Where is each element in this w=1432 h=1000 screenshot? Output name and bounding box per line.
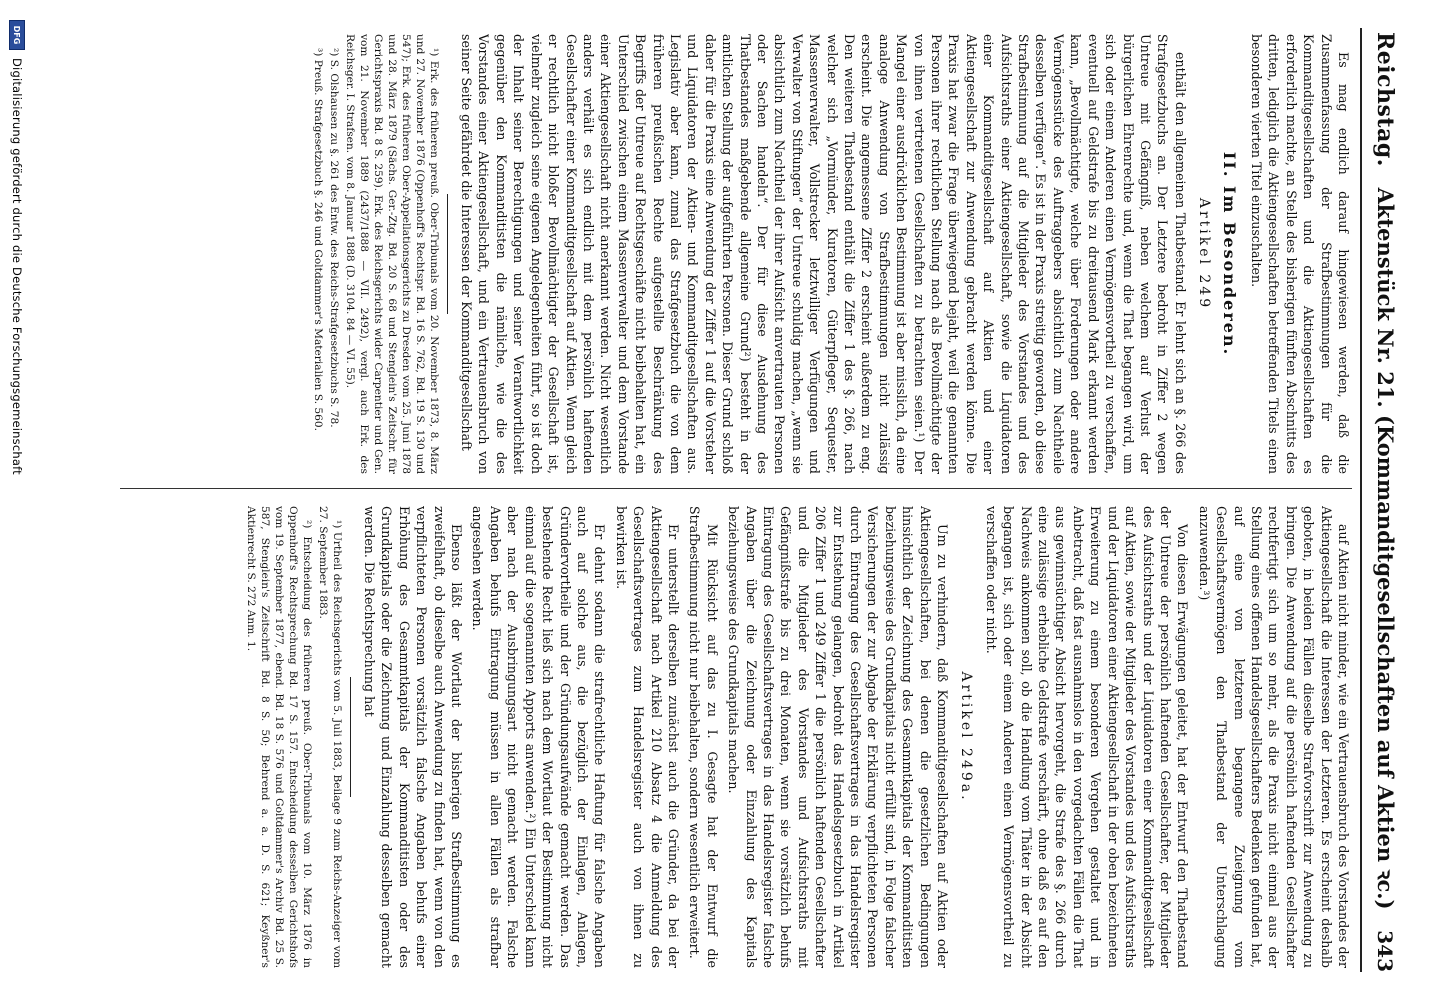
footnote: ³) Preuß. Strafgesetzbuch §. 246 und Goltdammer's Materialien S. 560. (311, 48, 324, 432)
intro-paragraph: Es mag endlich darauf hingewiesen werden, daß die Zusammenfassung der Strafbestimmungen für die Kommanditgesellschaften und die Aktiengesellschaften es erforderlich machte, an Stelle des bisherigen fünften Abschnitts des dritten, lediglich die Aktiengesellschaften betreffenden Titels einen besonderen vierten Titel einzuschalten. (1248, 34, 1351, 474)
body-paragraph: Um zu verhindern, daß Kommanditgesellschaften auf Aktien oder Aktiengesellschaften, bei denen die gesetzlichen Bedingungen hinsichtlich der Zeichnung des Gesammtkapitals der Kommanditisten beziehungsweise des Grundkapitals nicht erfüllt sind, in Folge falscher Versicherungen der zur Abgabe der Erklärung verpflichteten Personen durch Eintragung des Gesellschaftsvertrages in das Handelsregister zur Entstehung gelangen, bedroht das Handelsgesetzbuch in Artikel 206 Ziffer 1 und 249 Ziffer 1 die persönlich haftenden Gesellschafter und die Mitglieder des Vorstandes und Aufsichtsraths mit Gefängnißstrafe bis zu drei Monaten, wenn sie vorsätzlich behufs Eintragung des Gesellschaftsvertrages in das Handelsregister falsche Angaben über die Zeichnung oder Einzahlung des Kapitals beziehungsweise des Grundkapitals machen. (726, 506, 951, 968)
article-heading: Artikel 249a. (958, 671, 975, 803)
footnote-rule (447, 194, 448, 314)
right-column (120, 506, 1352, 968)
left-column (120, 34, 1352, 474)
digitization-watermark (4, 10, 30, 990)
body-paragraph: enthält den allgemeinen Thatbestand. Er lehnt sich an §. 266 des Strafgesetzbuchs an. Der Letztere bedroht in Ziffer 2 wegen Untreue mit Gefängniß, neben welchem auf Verlust der bürgerlichen Ehrenrechte und, wenn die That begangen wird, um sich oder einem Anderen einen Vermögensvortheil zu verschaffen, eventuell auf Geldstrafe bis zu dreitausend Mark erkannt werden kann, „Bevollmächtigte, welche über Forderungen oder andere Vermögensstücke des Auftraggebers absichtlich zum Nachtheile desselben verfügen“. Es ist in der Praxis streitig geworden, ob diese Strafbestimmung auf die Mitglieder des Vorstandes und des Aufsichtsraths einer Aktiengesellschaft, sowie die Liquidatoren einer Kommanditgesellschaft auf Aktien und einer Aktiengesellschaft zur Anwendung gebracht werden könne. Die Praxis hat zwar die Frage überwiegend bejaht, weil die genannten Personen ihrer rechtlichen Stellung nach als Bevollmächtigte der von ihnen vertretenen Gesellschaften zu betrachten seien.¹) Der Mangel einer ausdrücklichen Bestimmung ist aber misslich, da eine analoge Anwendung von Strafbestimmungen nicht zulässig erscheint. Die angemessene Ziffer 2 erscheint außerdem zu eng. Den weiteren Thatbestand enthält die Ziffer 1 des §. 266, nach welcher sich „Vormünder, Kuratoren, Güterpfleger, Sequester, Massenverwalter, Vollstrecker letztwilliger Verfügungen und Verwalter von Stiftungen“ der Untreue schuldig machen, „wenn sie absichtlich zum Nachtheil der ihrer Aufsicht anvertrauten Personen oder Sachen handeln“. Der für diese Ausdehnung des Thatbestandes maßgebende allgemeine Grund²) besteht in der amtlichen Stellung der aufgeführten Personen. Dieser Grund schloß daher für die Praxis eine Anwendung der Ziffer 1 auf die Vorsteher und Liquidatoren der Aktien- und Kommanditgesellschaften aus. Legislativ aber kann, zumal das Strafgesetzbuch die von dem früheren preußischen Rechte aufgestellte Beschränkung des Begriffs der Untreue auf Rechtsgeschäfte nicht beibehalten hat, ein Unterschied zwischen einem Massenverwalter und dem Vorstande einer Aktiengesellschaft nicht anerkannt werden. Nicht wesentlich anders verhält es sich endlich mit dem persönlich haftenden Gesellschafter einer Kommanditgesellschaft auf Aktien. Wenn gleich er rechtlich nicht bloßer Bevollmächtigter der Gesellschaft ist, vielmehr zugleich seine eigenen Angelegenheiten führt, so ist doch der Inhalt seiner Berechtigungen und seiner Verantwortlichkeit gegenüber den Kommanditisten die nämliche, wie die des Vorstandes einer Aktiengesellschaft, und ein Vertrauensbruch von seiner Seite gefährdet die Interessen der Kommanditgesellschaft (459, 34, 1188, 474)
dfg-logo-icon: DFG (9, 20, 25, 50)
section-heading: II. Im Besonderen. (1219, 151, 1239, 357)
footnote: ²) S. Olshausen zu §. 261 des Entw. des Reichs-Strafgesetzbuchs S. 78. (327, 48, 340, 428)
column-divider (120, 488, 1352, 489)
article-heading: Artikel 249 (1196, 197, 1213, 311)
footnote-rule (350, 677, 351, 797)
body-paragraph: auf Aktien nicht minder, wie ein Vertrauensbruch des Vorstandes der Aktiengesellschaft die Interessen der Letzteren. Es erscheint deshalb geboten, in beiden Fällen dieselbe Strafvorschrift zur Anwendung zu bringen. Die Anwendung auf die persönlich haftenden Gesellschafter rechtfertigt sich um so mehr, als die Praxis nicht einmal aus der Stellung eines offenen Handelsgesellschafters Bedenken gefunden hat, auf eine von letzterem begangene Zueignung vom Gesellschaftsvermögen den Thatbestand der Unterschlagung anzuwenden.³) (1196, 506, 1351, 968)
header-left: Reichstag. (1372, 32, 1398, 167)
page-number: 343 (1373, 930, 1397, 972)
header-rule (1360, 28, 1362, 972)
body-paragraph: Mit Rücksicht auf das zu I. Gesagte hat der Entwurf die Strafbestimmung nicht nur beibehalten, sondern wesentlich erweitert. (687, 506, 720, 968)
body-paragraph: Von diesen Erwägungen geleitet, hat der Entwurf den Thatbestand der Untreue der persönlich haftenden Gesellschafter, der Mitglieder des Aufsichtsraths und der Liquidatoren einer Kommanditgesellschaft auf Aktien, sowie der Mitglieder des Vorstandes und des Aufsichtsraths und der Liquidatoren einer Aktiengesellschaft in der oben bezeichneten Erweiterung zu einem besonderen Vergehen gestaltet und in Anbetracht, daß fast ausnahmslos in den vorgedachten Fällen die That aus gewinnsüchtiger Absicht hervorgeht, die Strafe des §. 266 durch eine zulässige erhebliche Geldstrafe verschärft, ohne daß es auf den Nachweis ankommen soll, ob die Handlung vom Thäter in der Absicht begangen ist, sich oder einem Anderen einen Vermögensvortheil zu verschaffen oder nicht. (983, 506, 1191, 968)
header-title: Aktenstück Nr. 21. (Kommanditgesellschaften auf Aktien ꝛc.) (1373, 187, 1398, 910)
footnote: ¹) Urtheil des Reichsgerichts vom 5. Juli 1883, Beilage 9 zum Reichs-Anzeiger vom 27. September 1883. (316, 506, 343, 968)
watermark-text: Digitalisierung gefördert durch die Deutsche Forschungsgemeinschaft (10, 58, 24, 475)
footnote: ²) Entscheidung des früheren preuß. Ober-Tribunals vom 10. März 1876 in Oppenhoff's Rechtsprechung Bd. 17 S. 157. Entscheidung desselben Gerichtshofs vom 19. September 1877, ebend. Bd. 18 S. 576 und Goltdammer's Archiv Bd. 25 S. 587, Stenglein's Zeitschrift Bd. 8 S. 50; Behrend a. a. D. S. 621; Keyßner's Aktienrecht S. 272 Anm. 1. (244, 506, 313, 968)
body-paragraph: Er dehnt sodann die strafrechtliche Haftung für falsche Angaben auch auf solche aus, die bezüglich der Einlagen, Anlagen, Gründervortheile und der Gründungsaufwände gemacht werden. Das bestehende Recht ließ sich nach dem Wortlaut der Bestimmung nicht einmal auf die sogenannten Apports anwenden.²) Ein Unterschied kann aber nach der Ausbringungsart nicht gemacht werden. Falsche Angaben behufs Eintragung müssen in allen Fällen als strafbar angesehen werden. (470, 506, 608, 968)
footnote: ¹) Erk. des früheren preuß. Ober-Tribunals vom 20. November 1873, 8. März und 27. November 1876 (Oppenhoff's Rechtspr. Bd. 16 S. 762, Bd. 19 S. 130 und 547); Erk. des früheren Ober-Appellationsgerichts zu Dresden vom 25. Juni 1878 und 28. März 1879 (Sächs. Ger.-Ztg. Bd. 20 S. 68 und Stenglein's Zeitschr. für Gerichtspraxis Bd. 8 S. 259). Erk. des Reichsgerichts wider Carpentier und Gen. vom 21. November 1889 (2437/1888 — VII. 2492), vergl. auch Erk. des Reichsger. I. Strafsen. vom 8. Januar 1888 (D. 3104. 84 — VI. 55). (343, 34, 440, 474)
page-header (1368, 32, 1402, 972)
body-paragraph: Ebenso läßt der Wortlaut der bisherigen Strafbestimmung es zweifelhaft, ob dieselbe auch Anwendung zu finden hat, wenn von den verpflichteten Personen vorsätzlich falsche Angaben behufs einer Erhöhung des Gesammtkapitals der Kommanditisten oder des Grundkapitals oder die Zeichnung und Einzahlung desselben gemacht werden. Die Rechtsprechung hat (362, 506, 465, 968)
body-paragraph: Er unterstellt derselben zunächst auch die Gründer, da bei der Aktiengesellschaft nach Artikel 210 Absatz 4 die Anmeldung des Gesellschaftsvertrages zum Handelsregister auch von ihnen zu bewirken ist. (613, 506, 681, 968)
